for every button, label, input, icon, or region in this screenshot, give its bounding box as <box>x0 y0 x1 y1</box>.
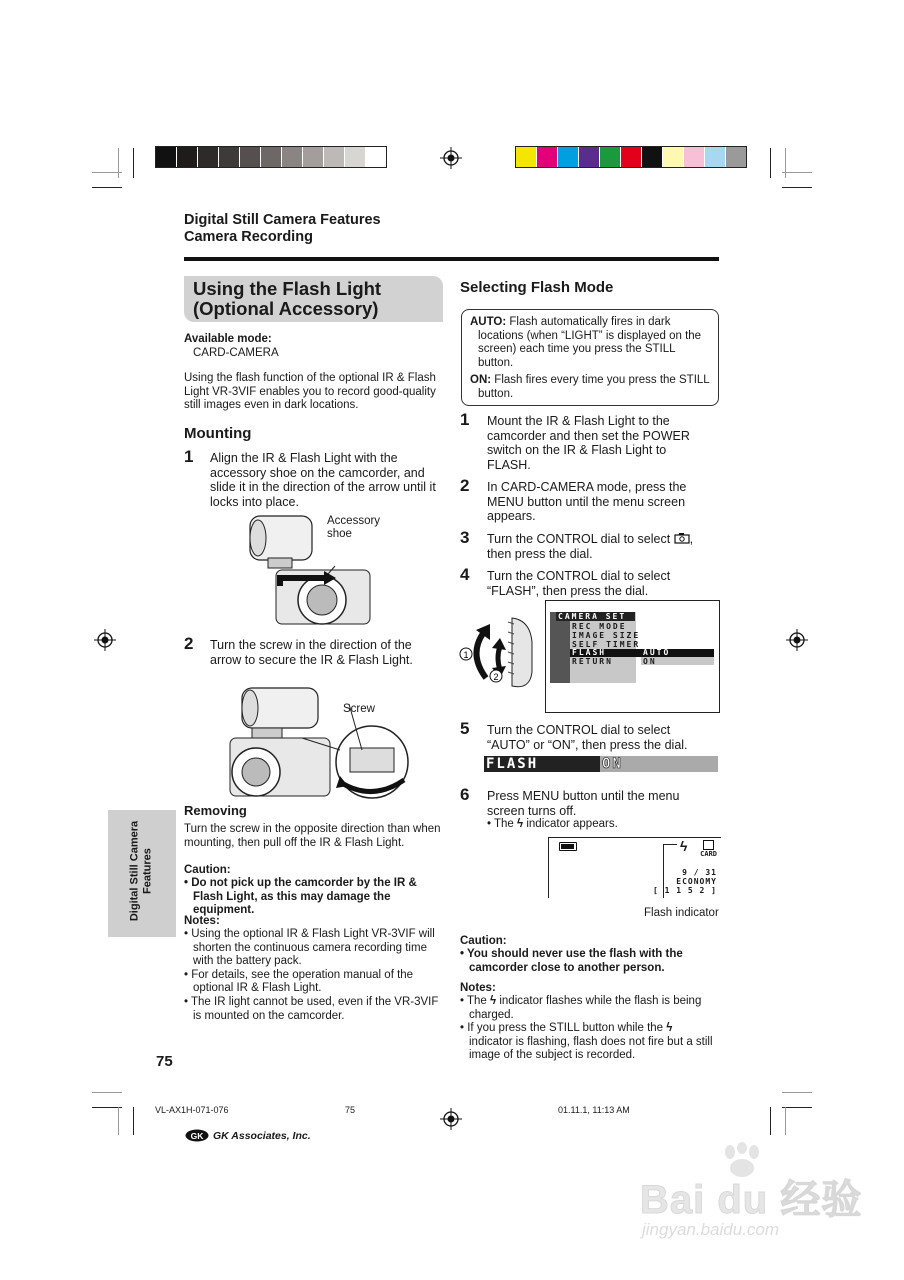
battery-icon <box>559 842 577 851</box>
accessory-shoe-label: Accessory shoe <box>327 515 381 540</box>
right-step3-text <box>487 532 712 561</box>
side-tab-line1: Digital Still Camera <box>128 820 141 922</box>
left-step2-number: 2 <box>184 634 194 653</box>
watermark-brand: Bai du 经验 <box>640 1178 863 1222</box>
color-swatch <box>324 147 345 167</box>
menu-value-auto: AUTO <box>643 648 671 657</box>
card-label: CARD <box>700 850 717 858</box>
crop-mark <box>118 148 119 178</box>
crop-mark <box>133 1107 134 1135</box>
left-step1-text: Align the IR & Flash Light with the accessory shoe on the camcorder, and slide it in the direction of the arrow until it locks into place. <box>210 451 436 509</box>
right-step4-number: 4 <box>460 565 470 584</box>
right-step2-text: In CARD-CAMERA mode, press the MENU button until the menu screen appears. <box>487 480 687 524</box>
color-swatch <box>345 147 366 167</box>
flash-bar-value: ON <box>602 756 623 772</box>
flash-mode-box <box>461 309 719 406</box>
color-swatch <box>558 147 579 167</box>
available-mode-value: CARD-CAMERA <box>193 346 279 359</box>
dial-label-2: 2 <box>493 672 499 682</box>
color-swatch <box>726 147 746 167</box>
remaining-count: [ 1 1 5 2 ] <box>653 886 717 895</box>
note-text: indicator is flashing, flash does not fire but a still image of the subject is recorded. <box>469 1035 713 1062</box>
on-mode-text: Flash fires every time you press the STILL button. <box>478 374 710 400</box>
step3-text-start: Turn the CONTROL dial to select <box>487 532 671 546</box>
section-header-line1: Digital Still Camera Features <box>184 212 381 228</box>
footer-timestamp: 01.11.1, 11:13 AM <box>558 1105 630 1115</box>
right-step6-number: 6 <box>460 785 470 804</box>
right-step5-number: 5 <box>460 719 470 738</box>
auto-mode-label: AUTO: <box>470 316 507 328</box>
registration-mark-icon <box>786 629 808 651</box>
section-header <box>184 212 381 246</box>
right-notes-list <box>460 995 718 1063</box>
step6-subnote <box>487 818 712 832</box>
list-item: • Using the optional IR & Flash Light VR-3VIF will shorten the continuous camera recording time with the battery pack. <box>184 928 435 968</box>
right-step3-number: 3 <box>460 528 470 547</box>
flash-bar-label: FLASH <box>486 756 539 772</box>
list-item: • For details, see the operation manual of the optional IR & Flash Light. <box>184 968 414 995</box>
right-step4-text: Turn the CONTROL dial to select “FLASH”, then press the dial. <box>487 569 671 598</box>
right-step1-text: Mount the IR & Flash Light to the camcorder and then set the POWER switch on the IR & Flash Light to FLASH. <box>487 414 690 472</box>
page-title <box>184 276 443 322</box>
color-swatch <box>303 147 324 167</box>
page-number: 75 <box>156 1053 173 1070</box>
auto-mode-text: Flash automatically fires in dark locations (when “LIGHT” is displayed on the screen) each time you press the STILL button. <box>478 316 702 369</box>
note-text: The <box>467 995 487 1007</box>
crop-mark <box>92 187 122 188</box>
flash-indicator-icon: ϟ <box>680 838 688 854</box>
menu-title: CAMERA SET <box>556 612 635 621</box>
list-item: • If you press the STILL button while the ϟ indicator is flashing, flash does not fire but a still image of the subject is recorded. <box>460 1022 713 1062</box>
step6-subnote-start: • The <box>487 818 514 830</box>
svg-text:GK: GK <box>190 1131 204 1141</box>
header-rule <box>184 257 719 261</box>
crop-mark <box>782 1107 812 1108</box>
footer-page: 75 <box>345 1105 356 1115</box>
right-step2-number: 2 <box>460 476 470 495</box>
menu-item-image-size: IMAGE SIZE <box>572 631 641 640</box>
menu-item-flash: FLASH <box>572 648 607 657</box>
company-logo <box>185 1129 311 1142</box>
registration-mark-icon <box>440 147 462 169</box>
left-step1-number: 1 <box>184 447 194 466</box>
intro-text: Using the flash function of the optional IR & Flash Light VR-3VIF enables you to record good-quality still images even in dark locations. <box>184 372 436 412</box>
on-mode-description <box>470 374 712 401</box>
status-screen <box>548 837 721 898</box>
quality-mode: ECONOMY <box>676 877 717 886</box>
screw-label: Screw <box>343 703 375 715</box>
dial-label-1: 1 <box>463 650 469 660</box>
color-swatch <box>261 147 282 167</box>
menu-value-on: ON <box>643 657 657 666</box>
registration-mark-icon <box>440 1108 462 1130</box>
watermark-url: jingyan.baidu.com <box>642 1220 780 1239</box>
flash-indicator-caption: Flash indicator <box>644 907 719 919</box>
color-swatch <box>219 147 240 167</box>
left-step2-text: Turn the screw in the direction of the arrow to secure the IR & Flash Light. <box>210 638 413 667</box>
crop-mark <box>782 1092 812 1093</box>
color-swatch <box>663 147 684 167</box>
flash-setting-bar <box>484 756 718 772</box>
flash-mode-heading: Selecting Flash Mode <box>460 279 614 296</box>
side-tab <box>108 810 176 937</box>
menu-item-return: RETURN <box>572 657 613 666</box>
page-title-line2: (Optional Accessory) <box>193 298 379 319</box>
note-text: For details, see the operation manual of the optional IR & Flash Light. <box>191 968 414 995</box>
list-item: • The IR light cannot be used, even if the VR-3VIF is mounted on the camcorder. <box>184 995 439 1022</box>
color-swatch <box>240 147 261 167</box>
color-swatch <box>642 147 663 167</box>
removing-heading: Removing <box>184 803 247 818</box>
gk-logo-icon <box>185 1129 209 1142</box>
right-caution-heading: Caution: <box>460 935 507 947</box>
color-swatch <box>705 147 726 167</box>
removing-text: Turn the screw in the opposite direction than when mounting, then pull off the IR & Flash Light. <box>184 823 441 849</box>
card-icon <box>703 840 714 850</box>
left-caution-heading: Caution: <box>184 864 231 876</box>
footer-code: VL-AX1H-071-076 <box>155 1105 229 1115</box>
company-name: GK Associates, Inc. <box>213 1129 311 1142</box>
screw-illustration <box>222 680 412 800</box>
color-swatch <box>600 147 621 167</box>
flash-icon: ϟ <box>666 1022 673 1035</box>
gray-calibration-bar <box>155 146 387 168</box>
image-count: 9 / 31 <box>682 868 717 877</box>
note-text: If you press the STILL button while the <box>467 1022 664 1035</box>
baidu-watermark <box>640 1140 890 1250</box>
crop-mark <box>785 1107 786 1135</box>
color-swatch <box>621 147 642 167</box>
color-swatch <box>537 147 558 167</box>
list-item: • The ϟ indicator flashes while the flash is being charged. <box>460 995 702 1021</box>
crop-mark <box>92 1092 122 1093</box>
crop-mark <box>785 148 786 178</box>
status-divider-top <box>663 844 677 845</box>
registration-mark-icon <box>94 629 116 651</box>
left-notes-list <box>184 928 446 1023</box>
color-swatch <box>177 147 198 167</box>
crop-mark <box>782 187 812 188</box>
page-title-line1: Using the Flash Light <box>193 278 382 299</box>
side-tab-line2: Features <box>141 848 154 894</box>
color-swatch <box>579 147 600 167</box>
crop-mark <box>770 1107 771 1135</box>
flash-icon: ϟ <box>490 995 497 1007</box>
note-text: Using the optional IR & Flash Light VR-3VIF will shorten the continuous camera recording time with the battery pack. <box>191 928 435 968</box>
camera-menu-icon <box>674 532 690 544</box>
crop-mark <box>133 148 134 178</box>
flash-icon: ϟ <box>517 818 524 830</box>
on-mode-label: ON: <box>470 374 492 386</box>
available-mode-label: Available mode: <box>184 333 272 345</box>
available-mode <box>184 333 444 360</box>
menu-item-rec-mode: REC MODE <box>572 622 627 631</box>
color-calibration-bar <box>515 146 747 168</box>
crop-mark <box>118 1107 119 1135</box>
color-swatch <box>516 147 537 167</box>
left-caution-text-content: Do not pick up the camcorder by the IR & Flash Light, as this may damage the equipment. <box>191 877 417 917</box>
crop-mark <box>782 172 812 173</box>
right-caution-text: • You should never use the flash with the camcorder close to another person. <box>460 948 683 974</box>
menu-item-self-timer: SELF TIMER <box>572 640 641 649</box>
color-swatch <box>684 147 705 167</box>
color-swatch <box>366 147 386 167</box>
left-notes-heading: Notes: <box>184 915 220 927</box>
color-swatch <box>198 147 219 167</box>
step6-subnote-end: indicator appears. <box>526 818 618 830</box>
control-dial-illustration <box>456 612 540 694</box>
section-header-line2: Camera Recording <box>184 229 313 245</box>
menu-screen <box>545 600 720 713</box>
left-caution-text: • Do not pick up the camcorder by the IR & Flash Light, as this may damage the equipment. <box>184 877 417 917</box>
color-swatch <box>156 147 177 167</box>
note-text: indicator flashes while the flash is being charged. <box>469 995 702 1021</box>
mounting-heading: Mounting <box>184 425 252 442</box>
right-notes-heading: Notes: <box>460 982 496 994</box>
menu-icon-column <box>550 612 570 683</box>
right-step6-text: Press MENU button until the menu screen turns off. <box>487 789 680 818</box>
color-swatch <box>282 147 303 167</box>
crop-mark <box>770 148 771 178</box>
step3-text-end: , then press the dial. <box>487 532 694 561</box>
right-step1-number: 1 <box>460 410 470 429</box>
auto-mode-description <box>470 316 712 370</box>
right-caution-text-content: You should never use the flash with the camcorder close to another person. <box>467 948 683 974</box>
right-step5-text: Turn the CONTROL dial to select “AUTO” or “ON”, then press the dial. <box>487 723 688 752</box>
note-text: The IR light cannot be used, even if the VR-3VIF is mounted on the camcorder. <box>191 995 439 1022</box>
